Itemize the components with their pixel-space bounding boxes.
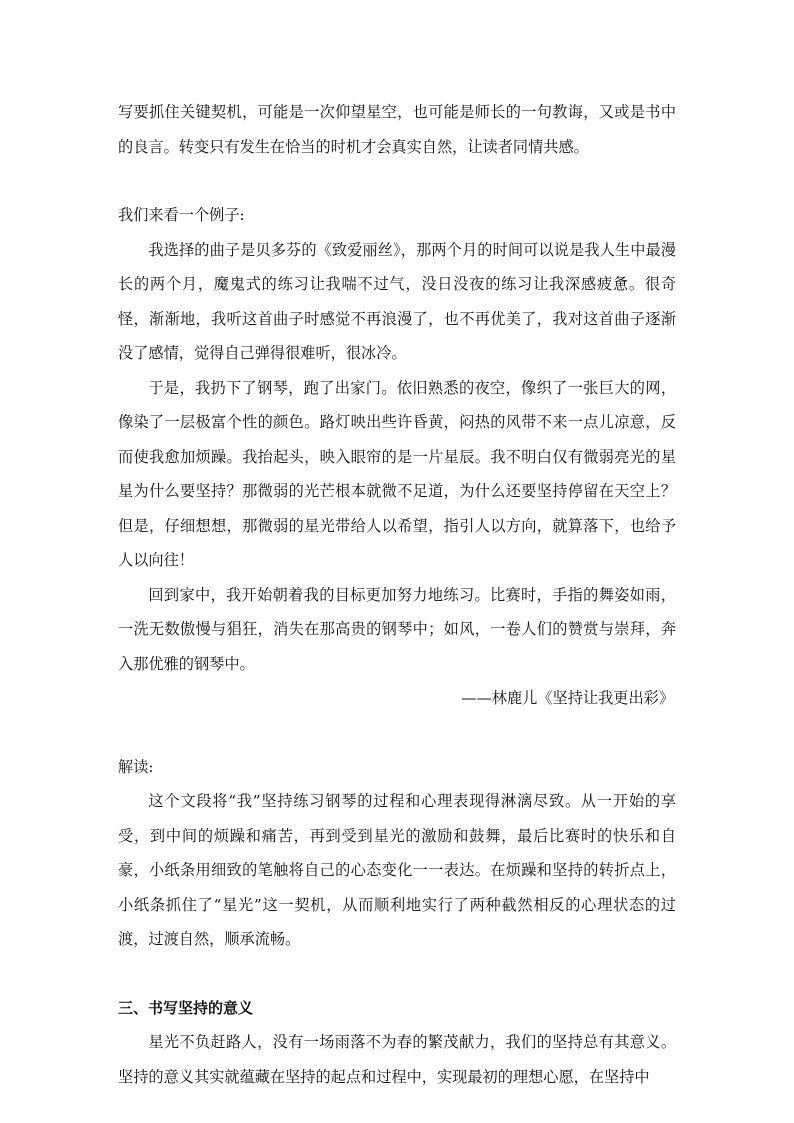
example-paragraph-2: 于是，我扔下了钢琴，跑了出家门。依旧熟悉的夜空，像织了一张巨大的网，像染了一层极富个性的颜色。路灯映出些许昏黄，闷热的风带不来一点儿凉意，反而使我愈加烦躁。我抬起头，映入眼帘的是一片星辰。我不明白仅有微弱亮光的星星为什么要坚持？那微弱的光芒根本就微不足道，为什么还要坚持停留在天空上？但是，仔细想想，那微弱的星光带给人以希望，指引人以方向，就算落下，也给予人以向往！ [118,378,676,569]
spacer [118,716,676,750]
spacer [118,957,676,991]
analysis-paragraph: 这个文段将“我”坚持练习钢琴的过程和心理表现得淋漓尽致。从一开始的享受，到中间的烦躁和痛苦，再到受到星光的激励和鼓舞，最后比赛时的快乐和自豪，小纸条用细致的笔触将自己的心态变化一一表达。在烦躁和坚持的转折点上，小纸条抓住了“星光”这一契机，从而顺利地实行了两种截然相反的心理状态的过渡，过渡自然，顺承流畅。 [118,792,676,948]
example-intro: 我们来看一个例子: [118,206,245,224]
spacer [118,164,676,198]
analysis-label: 解读: [118,757,154,776]
intro-paragraph: 写要抓住关键契机，可能是一次仰望星空，也可能是师长的一句教诲，又或是书中的良言。转变只有发生在恰当的时机才会真实自然，让读者同情共感。 [118,103,676,156]
example-source: ——林鹿儿《坚持让我更出彩》 [461,689,674,707]
example-paragraph-3: 回到家中，我开始朝着我的目标更加努力地练习。比赛时，手指的舞姿如雨，一洗无数傲慢与猖狂，消失在那高贵的钢琴中；如风，一卷人们的赞赏与崇拜，奔入那优雅的钢琴中。 [118,585,676,673]
document-page [118,95,676,1094]
section-heading: 三、书写坚持的意义 [118,998,254,1017]
section-paragraph: 星光不负赶路人，没有一场雨落不为春的繁茂献力，我们的坚持总有其意义。坚持的意义其实就蕴藏在坚持的起点和过程中，实现最初的理想心愿，在坚持中 [118,1033,676,1086]
example-paragraph-1: 我选择的曲子是贝多芬的《致爱丽丝》，那两个月的时间可以说是我人生中最漫长的两个月，魔鬼式的练习让我喘不过气，没日没夜的练习让我深感疲惫。很奇怪，渐渐地，我听这首曲子时感觉不再浪漫了，也不再优美了，我对这首曲子逐渐没了感情，觉得自己弹得很难听，很冰冷。 [118,240,676,362]
